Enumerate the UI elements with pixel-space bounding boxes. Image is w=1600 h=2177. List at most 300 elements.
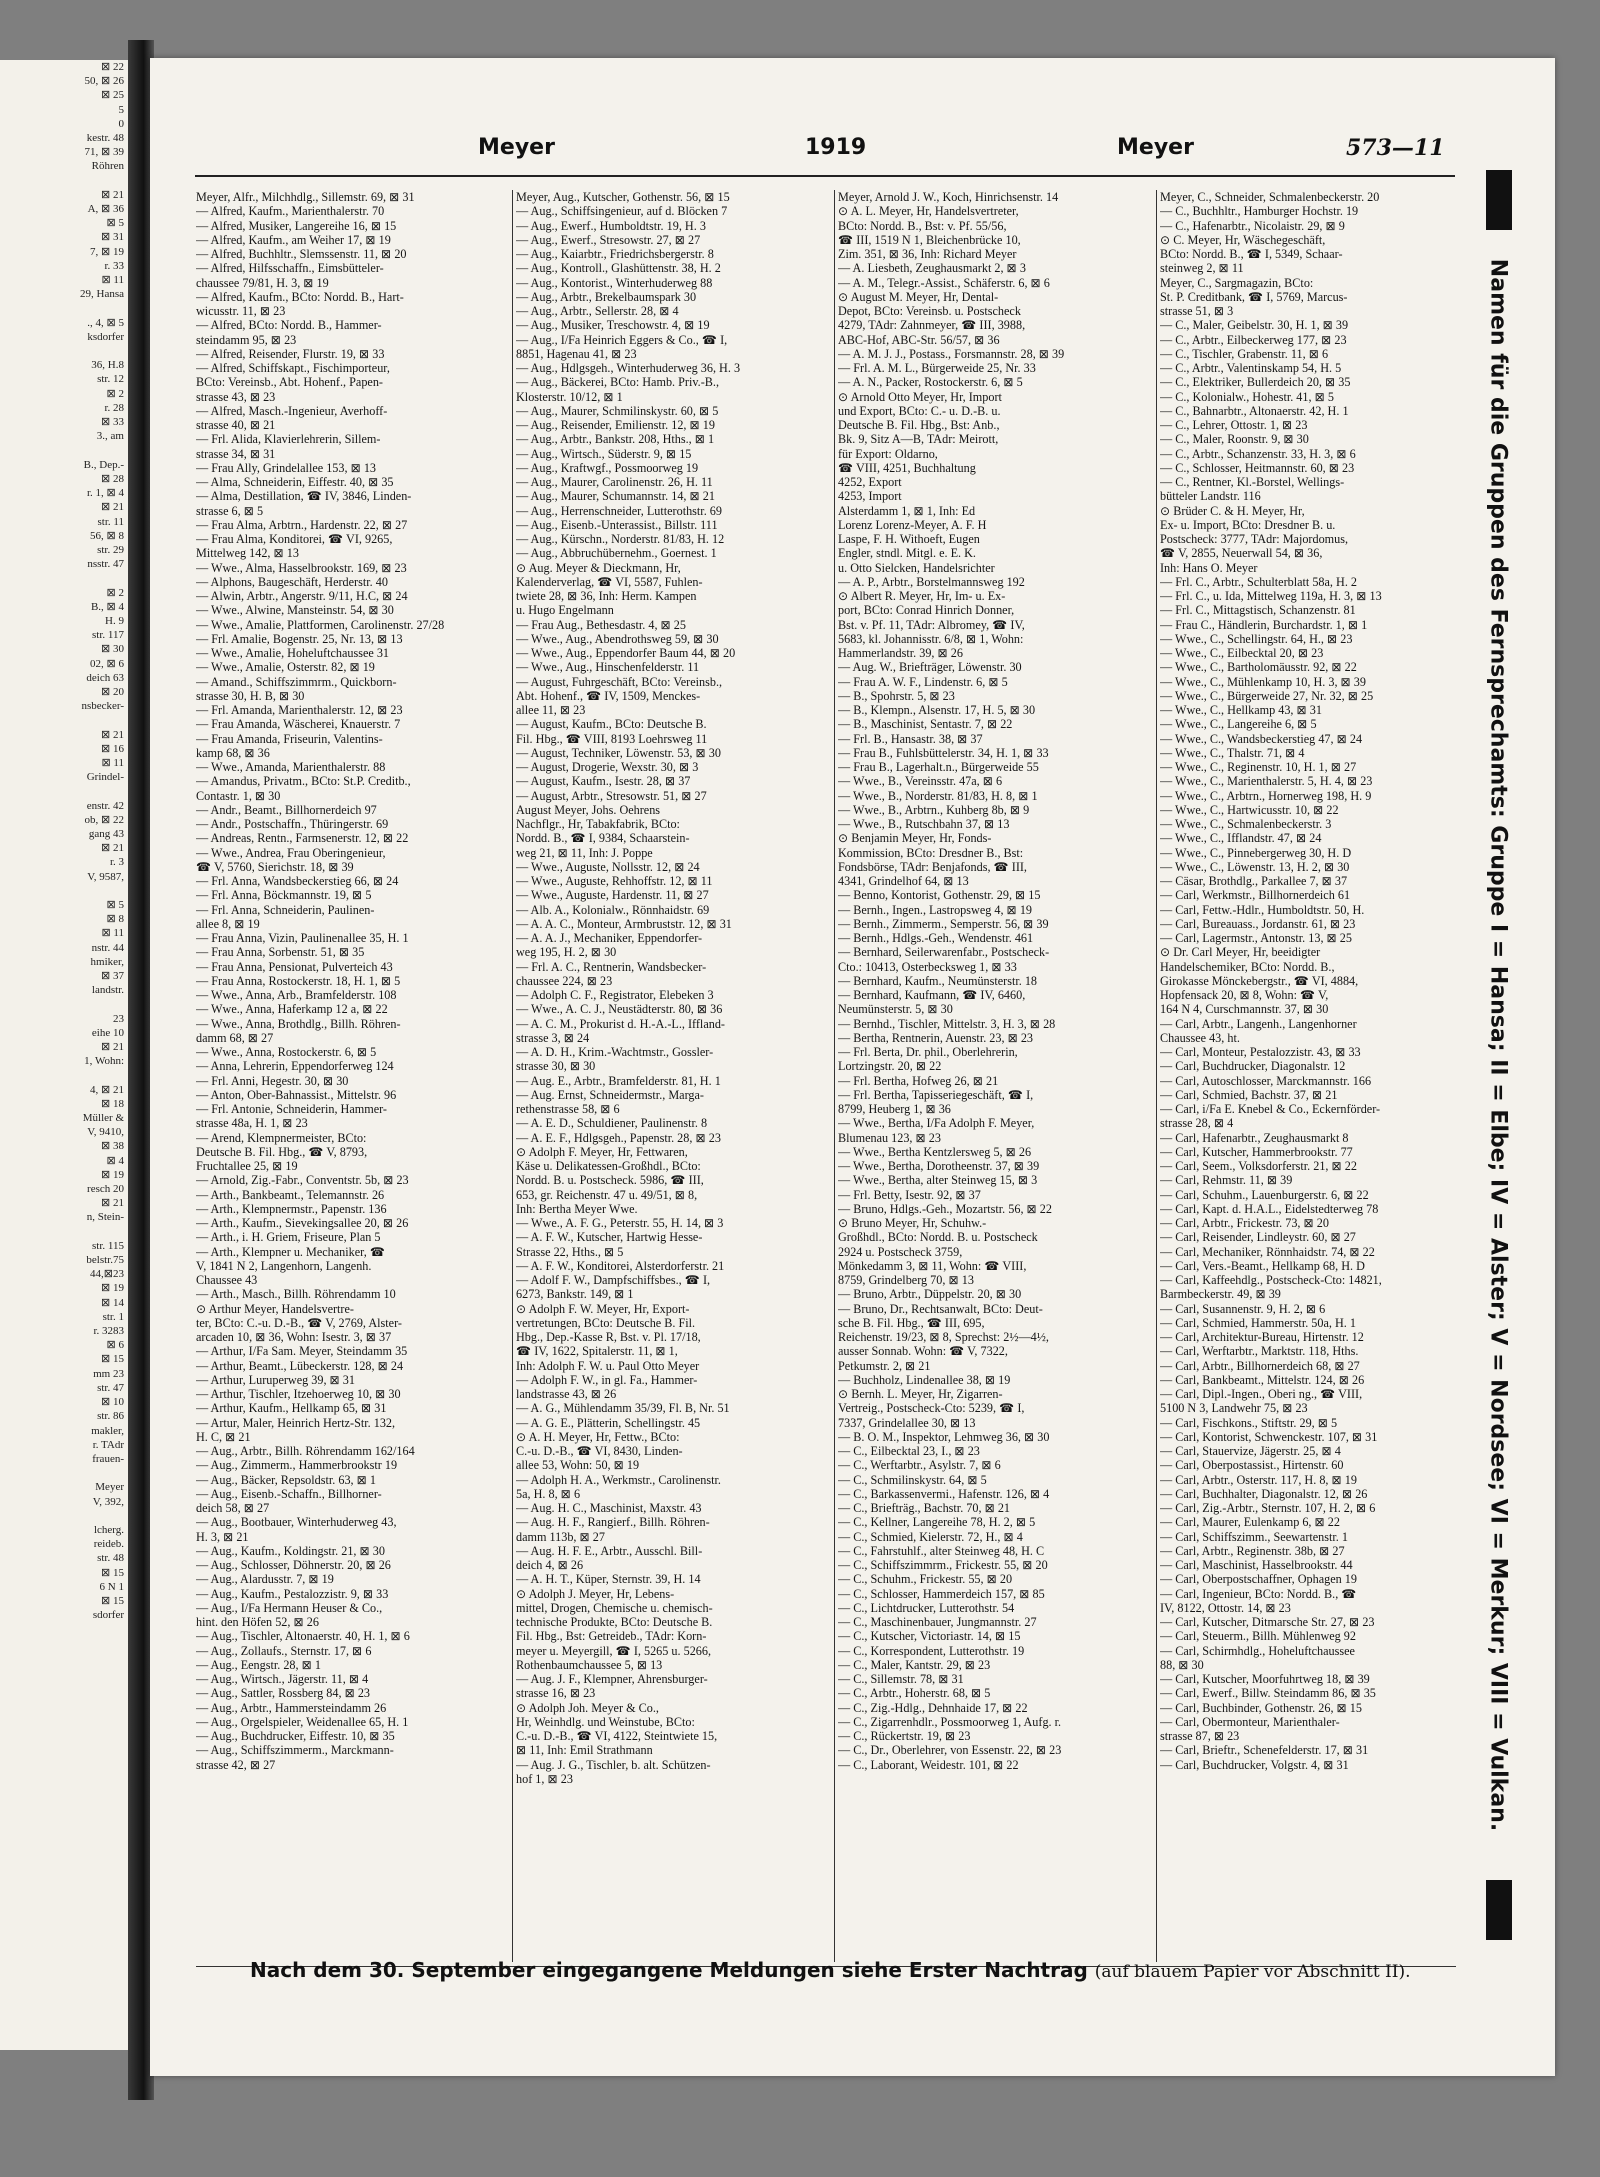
directory-entry-line: — Alfred, Schiffskapt., Fischimporteur, (196, 361, 390, 375)
directory-entry-line: — Carl, Bureauass., Jordanstr. 61, ⊠ 23 (1160, 916, 1356, 931)
previous-page-fragment: str. 115 (92, 1239, 124, 1252)
directory-entry-line: — Carl, Schmied, Bachstr. 37, ⊠ 21 (1160, 1087, 1338, 1102)
previous-page-fragment: resch 20 (87, 1183, 124, 1196)
previous-page-fragment: 29, Hansa (80, 288, 124, 301)
directory-entry-line: — Frau Anna, Rostockerstr. 18, H. 1, ⊠ 5 (196, 973, 401, 988)
previous-page-fragment: 23 (113, 1012, 124, 1025)
directory-entry-line: — C., Korrespondent, Lutterothstr. 19 (838, 1643, 1025, 1658)
previous-page-fragment: 02, ⊠ 6 (90, 657, 124, 670)
side-margin-legend (1478, 150, 1518, 1940)
previous-page-fragment (0, 301, 138, 315)
directory-entry-line: — Wwe., Bertha, alter Steinweg 15, ⊠ 3 (838, 1173, 1038, 1188)
previous-page-fragment: lcherg. (93, 1523, 124, 1536)
directory-entry-line: Laspe, F. H. Withoeft, Eugen (838, 532, 980, 546)
directory-entry-line: ⊙ Brüder C. & H. Meyer, Hr, (1160, 503, 1305, 518)
directory-entry-line: Großhdl., BCto: Nordd. B. u. Postscheck (838, 1230, 1038, 1245)
directory-entry-line: — Alma, Schneiderin, Eiffestr. 40, ⊠ 35 (196, 475, 394, 489)
directory-entry-line: 164 N 4, Curschmannstr. 37, ⊠ 30 (1160, 1002, 1329, 1017)
directory-entry-line: — Frl. Anna, Wandsbeckerstieg 66, ⊠ 24 (196, 874, 399, 888)
directory-entry-line: ⊙ Aug. Meyer & Dieckmann, Hr, (516, 560, 681, 575)
previous-page-fragment: ⊠ 21 (101, 1041, 124, 1054)
directory-entry-line: — C., Barkassenvermi., Hafenstr. 126, ⊠ 4 (838, 1486, 1050, 1501)
directory-entry-line: — Wwe., C., Langereihe 6, ⊠ 5 (1160, 717, 1317, 732)
directory-entry-line: — Aug. J. G., Tischler, b. alt. Schützen- (516, 1757, 711, 1772)
directory-entry-line: strasse 16, ⊠ 23 (516, 1686, 596, 1701)
directory-entry-line: Nordd. B., ☎ I, 9384, Schaarstein- (516, 831, 690, 846)
directory-entry-line: — Arthur, Beamt., Lübeckerstr. 128, ⊠ 24 (196, 1358, 404, 1373)
directory-entry-line: — Aug., Herrenschneider, Lutterothstr. 69 (516, 503, 722, 518)
directory-entry-line: — Aug., Arbtr., Billh. Röhrendamm 162/164 (196, 1444, 415, 1458)
previous-page-fragment: 44,⊠23 (90, 1268, 124, 1281)
directory-entry-line: — Arth., Masch., Billh. Röhrendamm 10 (196, 1287, 396, 1302)
directory-entry-line: Mönkedamm 3, ⊠ 11, Wohn: ☎ VIII, (838, 1258, 1027, 1273)
directory-entry-line: rethenstrasse 58, ⊠ 6 (516, 1102, 620, 1116)
directory-entry-line: — Adolph H. A., Werkmstr., Carolinenstr. (516, 1472, 721, 1487)
directory-entry-line: — Bernh., Zimmerm., Semperstr. 56, ⊠ 39 (838, 916, 1049, 931)
directory-entry-line: — Aug., I/Fa Heinrich Eggers & Co., ☎ I, (516, 332, 728, 347)
directory-entry-line: Hbg., Dep.-Kasse R, Bst. v. Pl. 17/18, (516, 1330, 701, 1344)
previous-page-fragment: frauen- (92, 1452, 124, 1465)
footer-main-text: Nach dem 30. September eingegangene Meldungen siehe Erster Nachtrag (250, 1958, 1088, 1982)
directory-entry-line: Fil. Hbg., Bst: Getreideb., TAdr: Korn- (516, 1629, 707, 1644)
directory-entry-line: — C., Lichtdrucker, Lutterothstr. 54 (838, 1600, 1015, 1615)
directory-entry-line: — Carl, Arbtr., Langenh., Langenhorner (1160, 1016, 1357, 1031)
directory-entry-line: — Aug., I/Fa Hermann Heuser & Co., (196, 1600, 383, 1615)
directory-entry-line: — C., Briefträg., Bachstr. 70, ⊠ 21 (838, 1501, 1011, 1515)
directory-entry-line: — Frl. Betty, Isestr. 92, ⊠ 37 (838, 1187, 981, 1202)
directory-entry-line: — Bruno, Dr., Rechtsanwalt, BCto: Deut- (838, 1301, 1043, 1316)
directory-entry-line: — Aug., Arbtr., Sellerstr. 28, ⊠ 4 (516, 304, 679, 318)
directory-entry-line: — Artur, Maler, Heinrich Hertz-Str. 132, (196, 1415, 396, 1430)
previous-page-fragment: str. 86 (97, 1410, 124, 1423)
previous-page-fragment: ⊠ 15 (101, 1566, 124, 1579)
previous-page-edge (0, 60, 138, 2050)
directory-entry-line: — Wwe., C., Arbtrn., Hornerweg 198, H. 9 (1160, 788, 1372, 803)
previous-page-fragment: str. 1 (102, 1310, 124, 1323)
directory-entry-line: — August, Arbtr., Stresowstr. 51, ⊠ 27 (516, 788, 707, 803)
directory-entry-line: und Export, BCto: C.- u. D.-B. u. (838, 403, 1001, 418)
directory-entry-line: Inh: Adolph F. W. u. Paul Otto Meyer (516, 1358, 700, 1373)
directory-entry-line: — Carl, Mechaniker, Rönnhaidstr. 74, ⊠ 22 (1160, 1244, 1375, 1259)
directory-entry-line: — Frl. Amalie, Bogenstr. 25, Nr. 13, ⊠ 13 (196, 631, 403, 646)
directory-entry-line: — Carl, Stauervize, Jägerstr. 25, ⊠ 4 (1160, 1444, 1341, 1458)
directory-entry-line: — Frl. Amanda, Marienthalerstr. 12, ⊠ 23 (196, 703, 403, 717)
directory-entry-line: Contastr. 1, ⊠ 30 (196, 788, 281, 803)
page-number: 573—11 (1346, 135, 1445, 161)
directory-entry-line: — Carl, Zig.-Arbtr., Sternstr. 107, H. 2, ⊠ 6 (1160, 1501, 1376, 1515)
directory-entry-line: — C., Kutscher, Victoriastr. 14, ⊠ 15 (838, 1629, 1021, 1644)
header-year: 1919 (805, 135, 867, 160)
directory-entry-line: — Carl, Dipl.-Ingen., Oberi ng., ☎ VIII, (1160, 1387, 1363, 1401)
previous-page-fragment (0, 1509, 138, 1523)
directory-entry-line: 2924 u. Postscheck 3759, (838, 1244, 963, 1259)
previous-page-fragment: V, 392, (92, 1495, 124, 1508)
previous-page-fragment: 50, ⊠ 26 (84, 75, 124, 88)
directory-entry-line: 4279, TAdr: Zahnmeyer, ☎ III, 3988, (838, 318, 1026, 333)
directory-entry-line: — Wwe., Aug., Abendrothsweg 59, ⊠ 30 (516, 631, 719, 646)
previous-page-fragment: ⊠ 18 (101, 1097, 124, 1110)
directory-entry-line: — B., Spohrstr. 5, ⊠ 23 (838, 688, 955, 703)
directory-entry-line: — Frau C., Händlerin, Burchardstr. 1, ⊠ 1 (1160, 617, 1368, 632)
directory-entry-line: — A. F. W., Konditorei, Alsterdorferstr. 21 (516, 1258, 725, 1273)
directory-entry-line: — Aug., Ewerf., Stresowstr. 27, ⊠ 27 (516, 232, 701, 247)
previous-page-fragment: ⊠ 14 (101, 1296, 124, 1309)
directory-entry-line: — Anna, Lehrerin, Eppendorferweg 124 (196, 1059, 394, 1074)
previous-page-fragment: Meyer (95, 1481, 124, 1494)
directory-entry-line: Bk. 9, Sitz A—B, TAdr: Meirott, (838, 432, 999, 447)
directory-entry-line: deich 58, ⊠ 27 (196, 1501, 270, 1515)
previous-page-fragment: enstr. 42 (86, 799, 124, 812)
directory-entry-line: 5683, kl. Johannisstr. 6/8, ⊠ 1, Wohn: (838, 631, 1024, 646)
previous-page-fragment: V, 9587, (87, 870, 124, 883)
previous-page-fragment (0, 1466, 138, 1480)
directory-entry-line: deich 4, ⊠ 26 (516, 1558, 584, 1572)
page-header (180, 135, 1450, 175)
directory-entry-line: — Carl, Ingenieur, BCto: Nordd. B., ☎ (1160, 1586, 1357, 1601)
previous-page-fragment: r. 28 (104, 401, 124, 414)
directory-entry-line: — Carl, Fettw.-Hdlr., Humboldtstr. 50, H. (1160, 902, 1365, 917)
directory-entry-line: — Aug., Arbtr., Bankstr. 208, Hths., ⊠ 1 (516, 432, 715, 447)
directory-entry-line: — A. G., Mühlendamm 35/39, Fl. B, Nr. 51 (516, 1401, 730, 1416)
directory-entry-line: — Frau Amanda, Friseurin, Valentins- (196, 731, 383, 746)
directory-entry-line: — C., Eilbecktal 23, I., ⊠ 23 (838, 1444, 980, 1458)
directory-entry-line: Deutsche B. Fil. Hbg., ☎ V, 8793, (196, 1144, 368, 1159)
column-divider (512, 190, 513, 1962)
previous-page-fragment: 71, ⊠ 39 (84, 146, 124, 159)
directory-entry-line: — Wwe., Bertha, I/Fa Adolph F. Meyer, (838, 1116, 1035, 1131)
directory-entry-line: — Aug., Kontorist., Winterhuderweg 88 (516, 275, 713, 290)
directory-entry-line: — Aug., Maurer, Carolinenstr. 26, H. 11 (516, 475, 713, 489)
directory-entry-line: Girokasse Mönckebergstr., ☎ VI, 4884, (1160, 973, 1359, 988)
directory-entry-line: — Bernh., Ingen., Lastropsweg 4, ⊠ 19 (838, 902, 1033, 917)
directory-entry-line: strasse 43, ⊠ 23 (196, 389, 276, 404)
directory-entry-line: — Aug., Schiffsingenieur, auf d. Blöcken 7 (516, 204, 728, 219)
directory-entry-line: — Aug., Kaufm., Koldingstr. 21, ⊠ 30 (196, 1543, 385, 1558)
previous-page-fragment (0, 174, 138, 188)
previous-page-fragment: kestr. 48 (86, 132, 124, 145)
directory-entry-line: H. 3, ⊠ 21 (196, 1529, 249, 1544)
directory-entry-line: weg 21, ⊠ 11, Inh: J. Poppe (516, 845, 653, 860)
entry-column-3 (838, 190, 1154, 1962)
directory-entry-line: — A. D. H., Krim.-Wachtmstr., Gossler- (516, 1045, 714, 1059)
directory-entry-line: strasse 30, H. B, ⊠ 30 (196, 688, 305, 703)
directory-entry-line: — Wwe., Amanda, Marienthalerstr. 88 (196, 760, 386, 774)
directory-entry-line: ☎ III, 1519 N 1, Bleichenbrücke 10, (838, 232, 1021, 247)
directory-entry-line: — C., Maler, Geibelstr. 30, H. 1, ⊠ 39 (1160, 318, 1349, 333)
previous-page-fragment: ksdorfer (87, 330, 124, 343)
previous-page-fragment: str. 11 (97, 515, 124, 528)
directory-entry-line: — Aug., Kaiarbtr., Friedrichsbergerstr. 8 (516, 247, 714, 261)
previous-page-fragment: landstr. (91, 984, 124, 997)
directory-entry-line: bütteler Landstr. 116 (1160, 489, 1261, 504)
directory-entry-line: — Wwe., B., Rutschbahn 37, ⊠ 13 (838, 817, 1010, 831)
directory-entry-line: — Frl. Berta, Dr. phil., Oberlehrerin, (838, 1045, 1018, 1059)
directory-entry-line: — Carl, Seem., Volksdorferstr. 21, ⊠ 22 (1160, 1159, 1357, 1173)
directory-entry-line: Ex- u. Import, BCto: Dresdner B. u. (1160, 517, 1336, 532)
directory-entry-line: — Wwe., B., Norderstr. 81/83, H. 8, ⊠ 1 (838, 788, 1038, 803)
directory-entry-line: Käse u. Delikatessen-Großhdl., BCto: (516, 1159, 701, 1173)
directory-entry-line: — Wwe., Amalie, Osterstr. 82, ⊠ 19 (196, 660, 375, 675)
directory-entry-line: Postscheck: 3777, TAdr: Majordomus, (1160, 532, 1349, 546)
entry-column-4 (1160, 190, 1476, 1962)
directory-entry-line: — Wwe., Bertha, Dorotheenstr. 37, ⊠ 39 (838, 1159, 1040, 1173)
directory-entry-line: — Wwe., C., Reginenstr. 10, H. 1, ⊠ 27 (1160, 760, 1357, 774)
directory-entry-line: 4253, Import (838, 489, 902, 504)
directory-entry-line: — Carl, Maschinist, Hasselbrookstr. 44 (1160, 1558, 1353, 1572)
directory-entry-line: Inh: Bertha Meyer Wwe. (516, 1201, 638, 1216)
directory-entry-line: — Aug., Eisenb.-Schaffn., Billhorner- (196, 1486, 382, 1501)
directory-entry-line: Handelschemiker, BCto: Nordd. B., (1160, 959, 1335, 974)
previous-page-fragment (0, 713, 138, 727)
directory-entry-line: — Alfred, Masch.-Ingenieur, Averhoff- (196, 403, 388, 418)
previous-page-fragment: eihe 10 (91, 1026, 124, 1039)
directory-entry-line: — Andr., Beamt., Billhornerdeich 97 (196, 802, 377, 817)
directory-entry-line: — Carl, Vers.-Beamt., Hellkamp 68, H. D (1160, 1258, 1365, 1273)
directory-entry-line: St. P. Creditbank, ☎ I, 5769, Marcus- (1160, 289, 1348, 304)
previous-page-fragment: str. 47 (97, 1381, 124, 1394)
directory-entry-line: — Wwe., C., Marienthalerstr. 5, H. 4, ⊠ 23 (1160, 774, 1373, 789)
directory-entry-line: — Aug., Bootbauer, Winterhuderweg 43, (196, 1515, 397, 1530)
directory-entry-line: — Arth., Klempnermstr., Papenstr. 136 (196, 1201, 387, 1216)
previous-page-fragment: 6 N 1 (99, 1580, 124, 1593)
directory-entry-line: — Wwe., A. F. G., Peterstr. 55, H. 14, ⊠ 3 (516, 1216, 724, 1230)
directory-entry-line: — Carl, Arbtr., Frickestr. 73, ⊠ 20 (1160, 1216, 1329, 1230)
previous-page-fragment: belstr.75 (86, 1254, 124, 1267)
header-rule (195, 175, 1455, 177)
directory-entry-line: ausser Sonnab. Wohn: ☎ V, 7322, (838, 1344, 1008, 1359)
previous-page-fragment: ⊠ 21 (101, 728, 124, 741)
previous-page-fragment: makler, (91, 1424, 124, 1437)
directory-entry-line: — Aug., Zollaufs., Sternstr. 17, ⊠ 6 (196, 1643, 372, 1658)
directory-entry-line: ☎ VIII, 4251, Buchhaltung (838, 460, 976, 475)
previous-page-fragment: ⊠ 25 (101, 89, 124, 102)
directory-entry-line: — Alfred, BCto: Nordd. B., Hammer- (196, 318, 382, 333)
directory-entry-line: — B., Maschinist, Sentastr. 7, ⊠ 22 (838, 717, 1013, 732)
directory-entry-line: — Aug. W., Briefträger, Löwenstr. 30 (838, 660, 1022, 675)
directory-entry-line: — August, Kaufm., BCto: Deutsche B. (516, 717, 707, 732)
previous-page-fragment: ⊠ 8 (106, 913, 124, 926)
directory-entry-line: — Carl, Maurer, Eulenkamp 6, ⊠ 22 (1160, 1515, 1340, 1530)
directory-entry-line: — Carl, Kapt. d. H.A.L., Eidelstedterweg 78 (1160, 1201, 1379, 1216)
directory-entry-line: — Aug. H. F. E., Arbtr., Ausschl. Bill- (516, 1543, 703, 1558)
directory-entry-line: — Frau Anna, Sorbenstr. 51, ⊠ 35 (196, 945, 365, 960)
directory-entry-line: — Alfred, Musiker, Langereihe 16, ⊠ 15 (196, 218, 397, 233)
directory-entry-line: Reichenstr. 19/23, ⊠ 8, Sprechst: 2½—4½, (838, 1330, 1049, 1344)
directory-entry-line: twiete 28, ⊠ 36, Inh: Herm. Kampen (516, 589, 697, 603)
directory-entry-line: — Frl. Antonie, Schneiderin, Hammer- (196, 1102, 387, 1116)
directory-entry-line: — Andr., Postschaffn., Thüringerstr. 69 (196, 817, 389, 831)
directory-entry-line: — Carl, Buchhalter, Diagonalstr. 12, ⊠ 26 (1160, 1486, 1368, 1501)
previous-page-fragment: 4, ⊠ 21 (90, 1083, 124, 1096)
directory-entry-line: — Frau Alma, Konditorei, ☎ VI, 9265, (196, 532, 393, 546)
previous-page-fragment (0, 443, 138, 457)
directory-entry-line: — Aug., Buchdrucker, Eiffestr. 10, ⊠ 35 (196, 1729, 395, 1743)
directory-entry-line: — Carl, Schmied, Hammerstr. 50a, H. 1 (1160, 1315, 1356, 1330)
directory-entry-line: — Aug., Arbtr., Hammersteindamm 26 (196, 1700, 387, 1715)
directory-entry-line: Meyer, Aug., Kutscher, Gothenstr. 56, ⊠ 15 (516, 190, 730, 204)
directory-entry-line: — A. F. W., Kutscher, Hartwig Hesse- (516, 1230, 703, 1245)
directory-entry-line: — Adolph F. W., in gl. Fa., Hammer- (516, 1372, 698, 1387)
directory-entry-line: — B., Klempn., Alsenstr. 17, H. 5, ⊠ 30 (838, 703, 1036, 717)
directory-entry-line: — C., Laborant, Weidestr. 101, ⊠ 22 (838, 1757, 1019, 1772)
directory-entry-line: — Frl. Anna, Böckmannstr. 19, ⊠ 5 (196, 888, 372, 903)
previous-page-fragment: 56, ⊠ 8 (90, 529, 124, 542)
directory-entry-line: — Bernhard, Kaufm., Neumünsterstr. 18 (838, 973, 1038, 988)
directory-entry-line: — Wwe., C., Hartwicusstr. 10, ⊠ 22 (1160, 802, 1339, 817)
directory-entry-line: — Aug. J. F., Klempner, Ahrensburger- (516, 1672, 708, 1686)
directory-entry-line: Hopfensack 20, ⊠ 8, Wohn: ☎ V, (1160, 988, 1329, 1002)
directory-entry-line: — Wwe., C., Bartholomäusstr. 92, ⊠ 22 (1160, 660, 1357, 675)
directory-entry-line: August Meyer, Johs. Oehrens (516, 802, 661, 817)
directory-entry-line: Fruchtallee 25, ⊠ 19 (196, 1159, 298, 1173)
directory-entry-line: Bst. v. Pf. 11, TAdr: Albromey, ☎ IV, (838, 617, 1025, 632)
directory-entry-line: — C., Dr., Oberlehrer, von Essenstr. 22, ⊠ 23 (838, 1743, 1062, 1758)
directory-entry-line: Cto.: 10413, Osterbecksweg 1, ⊠ 33 (838, 959, 1017, 974)
directory-entry-line: — A. Liesbeth, Zeughausmarkt 2, ⊠ 3 (838, 261, 1026, 276)
directory-entry-line: — Aug., Kontroll., Glashüttenstr. 38, H. 2 (516, 261, 721, 276)
previous-page-fragment: ⊠ 38 (101, 1140, 124, 1153)
directory-entry-line: — Wwe., Anna, Arb., Bramfelderstr. 108 (196, 988, 397, 1002)
directory-entry-line: — Wwe., C., Pinnebergerweg 30, H. D (1160, 845, 1352, 860)
directory-entry-line: 4252, Export (838, 475, 902, 489)
previous-page-fragment: ⊠ 5 (106, 898, 124, 911)
column-divider (834, 190, 835, 1962)
directory-entry-line: — Bruno, Arbtr., Düppelstr. 20, ⊠ 30 (838, 1287, 1022, 1302)
directory-entry-line: — Carl, Buchbinder, Gothenstr. 26, ⊠ 15 (1160, 1700, 1362, 1715)
directory-entry-line: — Wwe., Anna, Brothdlg., Billh. Röhren- (196, 1016, 401, 1031)
directory-entry-line: — Amandus, Privatm., BCto: St.P. Creditb., (196, 774, 411, 789)
directory-entry-line: hint. den Höfen 52, ⊠ 26 (196, 1615, 319, 1629)
previous-page-fragment: gang 43 (88, 827, 124, 840)
directory-entry-line: — Frl. Alida, Klavierlehrerin, Sillem- (196, 432, 381, 447)
directory-entry-line: — Carl, Schirmhdlg., Hoheluftchaussee (1160, 1643, 1355, 1658)
directory-entry-line: — A. C. M., Prokurist d. H.-A.-L., Iffland- (516, 1016, 725, 1031)
directory-entry-line: Kalenderverlag, ☎ VI, 5587, Fuhlen- (516, 574, 703, 589)
directory-entry-line: — A. N., Packer, Rostockerstr. 6, ⊠ 5 (838, 375, 1023, 390)
directory-entry-line: — Carl, Kaffeehdlg., Postscheck-Cto: 14821, (1160, 1273, 1382, 1287)
previous-page-fragment: ⊠ 5 (106, 217, 124, 230)
directory-columns (186, 190, 1476, 1962)
entry-column-2 (516, 190, 832, 1962)
directory-entry-line: — Buchholz, Lindenallee 38, ⊠ 19 (838, 1372, 1011, 1387)
directory-entry-line: ⊙ Adolph J. Meyer, Hr, Lebens- (516, 1586, 675, 1601)
directory-entry-line: — C., Sillemstr. 78, ⊠ 31 (838, 1672, 964, 1686)
directory-entry-line: — Bernhard, Kaufmann, ☎ IV, 6460, (838, 988, 1026, 1002)
directory-entry-line: — Aug., Bäcker, Repsoldstr. 63, ⊠ 1 (196, 1472, 376, 1487)
directory-entry-line: — Frl. Bertha, Tapisseriegeschäft, ☎ I, (838, 1087, 1034, 1102)
directory-entry-line: — August, Kaufm., Isestr. 28, ⊠ 37 (516, 774, 691, 789)
directory-entry-line: kamp 68, ⊠ 36 (196, 745, 270, 760)
directory-entry-line: Mittelweg 142, ⊠ 13 (196, 546, 299, 561)
previous-page-fragment: r. TAdr (92, 1438, 124, 1451)
directory-entry-line: — Wwe., C., Mühlenkamp 10, H. 3, ⊠ 39 (1160, 674, 1366, 689)
directory-entry-line: ⊙ Benjamin Meyer, Hr, Fonds- (838, 831, 992, 846)
directory-entry-line: — August, Techniker, Löwenstr. 53, ⊠ 30 (516, 745, 721, 760)
directory-entry-line: — Carl, Autoschlosser, Marckmannstr. 166 (1160, 1073, 1372, 1088)
thumb-index-mark (1486, 1880, 1512, 1940)
directory-entry-line: — C., Rückertstr. 19, ⊠ 23 (838, 1729, 971, 1743)
directory-entry-line: — Aug., Kraftwgf., Possmoorweg 19 (516, 460, 699, 475)
directory-entry-line: — Carl, Werkmstr., Billhornerdeich 61 (1160, 888, 1351, 903)
directory-entry-line: — Wwe., B., Arbtrn., Kuhberg 8b, ⊠ 9 (838, 802, 1030, 817)
directory-entry-line: — Aug., Kürschn., Norderstr. 81/83, H. 12 (516, 532, 725, 546)
directory-entry-line: ⊙ A. L. Meyer, Hr, Handelsvertreter, (838, 204, 1019, 219)
directory-entry-line: — Frau A. W. F., Lindenstr. 6, ⊠ 5 (838, 674, 1008, 689)
directory-entry-line: — Benno, Kontorist, Gothenstr. 29, ⊠ 15 (838, 888, 1041, 903)
directory-entry-line: — Alb. A., Kolonialw., Rönnhaidstr. 69 (516, 902, 710, 917)
directory-entry-line: Blumenau 123, ⊠ 23 (838, 1130, 941, 1145)
directory-entry-line: — Wwe., Alma, Hasselbrookstr. 169, ⊠ 23 (196, 560, 407, 575)
directory-entry-line: — Frau Anna, Pensionat, Pulverteich 43 (196, 959, 393, 974)
directory-entry-line: — C., Arbtr., Valentinskamp 54, H. 5 (1160, 361, 1342, 375)
previous-page-fragment: ⊠ 21 (101, 1197, 124, 1210)
previous-page-fragment: str. 48 (97, 1552, 124, 1565)
directory-entry-line: — Frau Aug., Bethesdastr. 4, ⊠ 25 (516, 617, 686, 632)
directory-entry-line: — Bernh., Hdlgs.-Geh., Wendenstr. 461 (838, 931, 1034, 945)
directory-entry-line: Abt. Hohenf., ☎ IV, 1509, Menckes- (516, 688, 701, 703)
previous-page-fragment: str. 29 (97, 543, 124, 556)
directory-entry-line: Hr, Weinhdlg. und Weinstube, BCto: (516, 1714, 695, 1729)
directory-entry-line: — Carl, Werftarbtr., Marktstr. 118, Hths. (1160, 1344, 1359, 1359)
previous-page-fragment: ⊠ 19 (101, 1282, 124, 1295)
directory-entry-line: ⊙ Dr. Carl Meyer, Hr, beeidigter (1160, 945, 1321, 960)
directory-entry-line: — Wwe., Auguste, Nollsstr. 12, ⊠ 24 (516, 859, 700, 874)
directory-entry-line: — C., Maler, Roonstr. 9, ⊠ 30 (1160, 432, 1309, 447)
directory-entry-line: — A. G. E., Plätterin, Schellingstr. 45 (516, 1415, 701, 1430)
directory-entry-line: — Arth., i. H. Griem, Friseure, Plan 5 (196, 1230, 381, 1245)
previous-page-fragment: ob, ⊠ 22 (84, 813, 124, 826)
directory-entry-line: — Alma, Destillation, ☎ IV, 3846, Linden- (196, 489, 412, 504)
directory-entry-line: — C., Arbtr., Schanzenstr. 33, H. 3, ⊠ 6 (1160, 446, 1356, 461)
previous-page-fragment: ⊠ 10 (101, 1396, 124, 1409)
directory-entry-line: — Arthur, Tischler, Itzehoerweg 10, ⊠ 30 (196, 1387, 401, 1401)
directory-entry-line: Klosterstr. 10/12, ⊠ 1 (516, 389, 623, 404)
directory-entry-line: — Frl. Bertha, Hofweg 26, ⊠ 21 (838, 1073, 999, 1088)
directory-entry-line: — Carl, Lagermstr., Antonstr. 13, ⊠ 25 (1160, 931, 1352, 945)
directory-entry-line: damm 113b, ⊠ 27 (516, 1529, 605, 1544)
directory-entry-line: Chaussee 43, ht. (1160, 1030, 1240, 1045)
directory-entry-line: — C., Kellner, Langereihe 78, H. 2, ⊠ 5 (838, 1515, 1036, 1530)
previous-page-fragment: 3., am (96, 430, 124, 443)
directory-entry-line: — Aug., Wirtsch., Süderstr. 9, ⊠ 15 (516, 446, 692, 461)
directory-entry-line: — A. H. T., Küper, Sternstr. 39, H. 14 (516, 1572, 701, 1587)
previous-page-fragment: 36, H.8 (91, 359, 124, 372)
directory-entry-line: — Arth., Bankbeamt., Telemannstr. 26 (196, 1187, 385, 1202)
previous-page-fragment: str. 12 (97, 373, 124, 386)
directory-entry-line: 88, ⊠ 30 (1160, 1657, 1204, 1672)
previous-page-fragment: ⊠ 11 (101, 756, 124, 769)
directory-entry-line: — Frl. C., Arbtr., Schulterblatt 58a, H. 2 (1160, 574, 1358, 589)
directory-entry-line: — Aug., Musiker, Treschowstr. 4, ⊠ 19 (516, 318, 710, 333)
previous-page-fragment: reideb. (93, 1538, 124, 1551)
directory-entry-line: — C., Zig.-Hdlg., Dehnhaide 17, ⊠ 22 (838, 1700, 1028, 1715)
directory-entry-line: technische Produkte, BCto: Deutsche B. (516, 1615, 713, 1629)
previous-page-fragment: ⊠ 15 (101, 1353, 124, 1366)
directory-entry-line: — Frl. C., u. Ida, Mittelweg 119a, H. 3, ⊠ 13 (1160, 589, 1382, 603)
previous-page-fragment: ., 4, ⊠ 5 (87, 316, 124, 329)
previous-page-fragment: n, Stein- (86, 1211, 124, 1224)
directory-entry-line: landstrasse 43, ⊠ 26 (516, 1387, 617, 1401)
directory-entry-line: — Wwe., Amalie, Plattformen, Carolinenstr. 27/28 (196, 617, 445, 632)
directory-entry-line: — Carl, Ewerf., Billw. Steindamm 86, ⊠ 35 (1160, 1686, 1376, 1701)
directory-entry-line: — Wwe., C., Schmalenbeckerstr. 3 (1160, 817, 1332, 831)
previous-page-fragment (0, 1225, 138, 1239)
directory-entry-line: — Alfred, Reisender, Flurstr. 19, ⊠ 33 (196, 346, 385, 361)
directory-entry-line: — C., Hafenarbtr., Nicolaistr. 29, ⊠ 9 (1160, 218, 1345, 233)
directory-entry-line: — Wwe., C., Wandsbeckerstieg 47, ⊠ 24 (1160, 731, 1363, 746)
previous-page-fragment (0, 884, 138, 898)
directory-entry-line: — Aug., Abbruchübernehm., Goernest. 1 (516, 546, 717, 561)
